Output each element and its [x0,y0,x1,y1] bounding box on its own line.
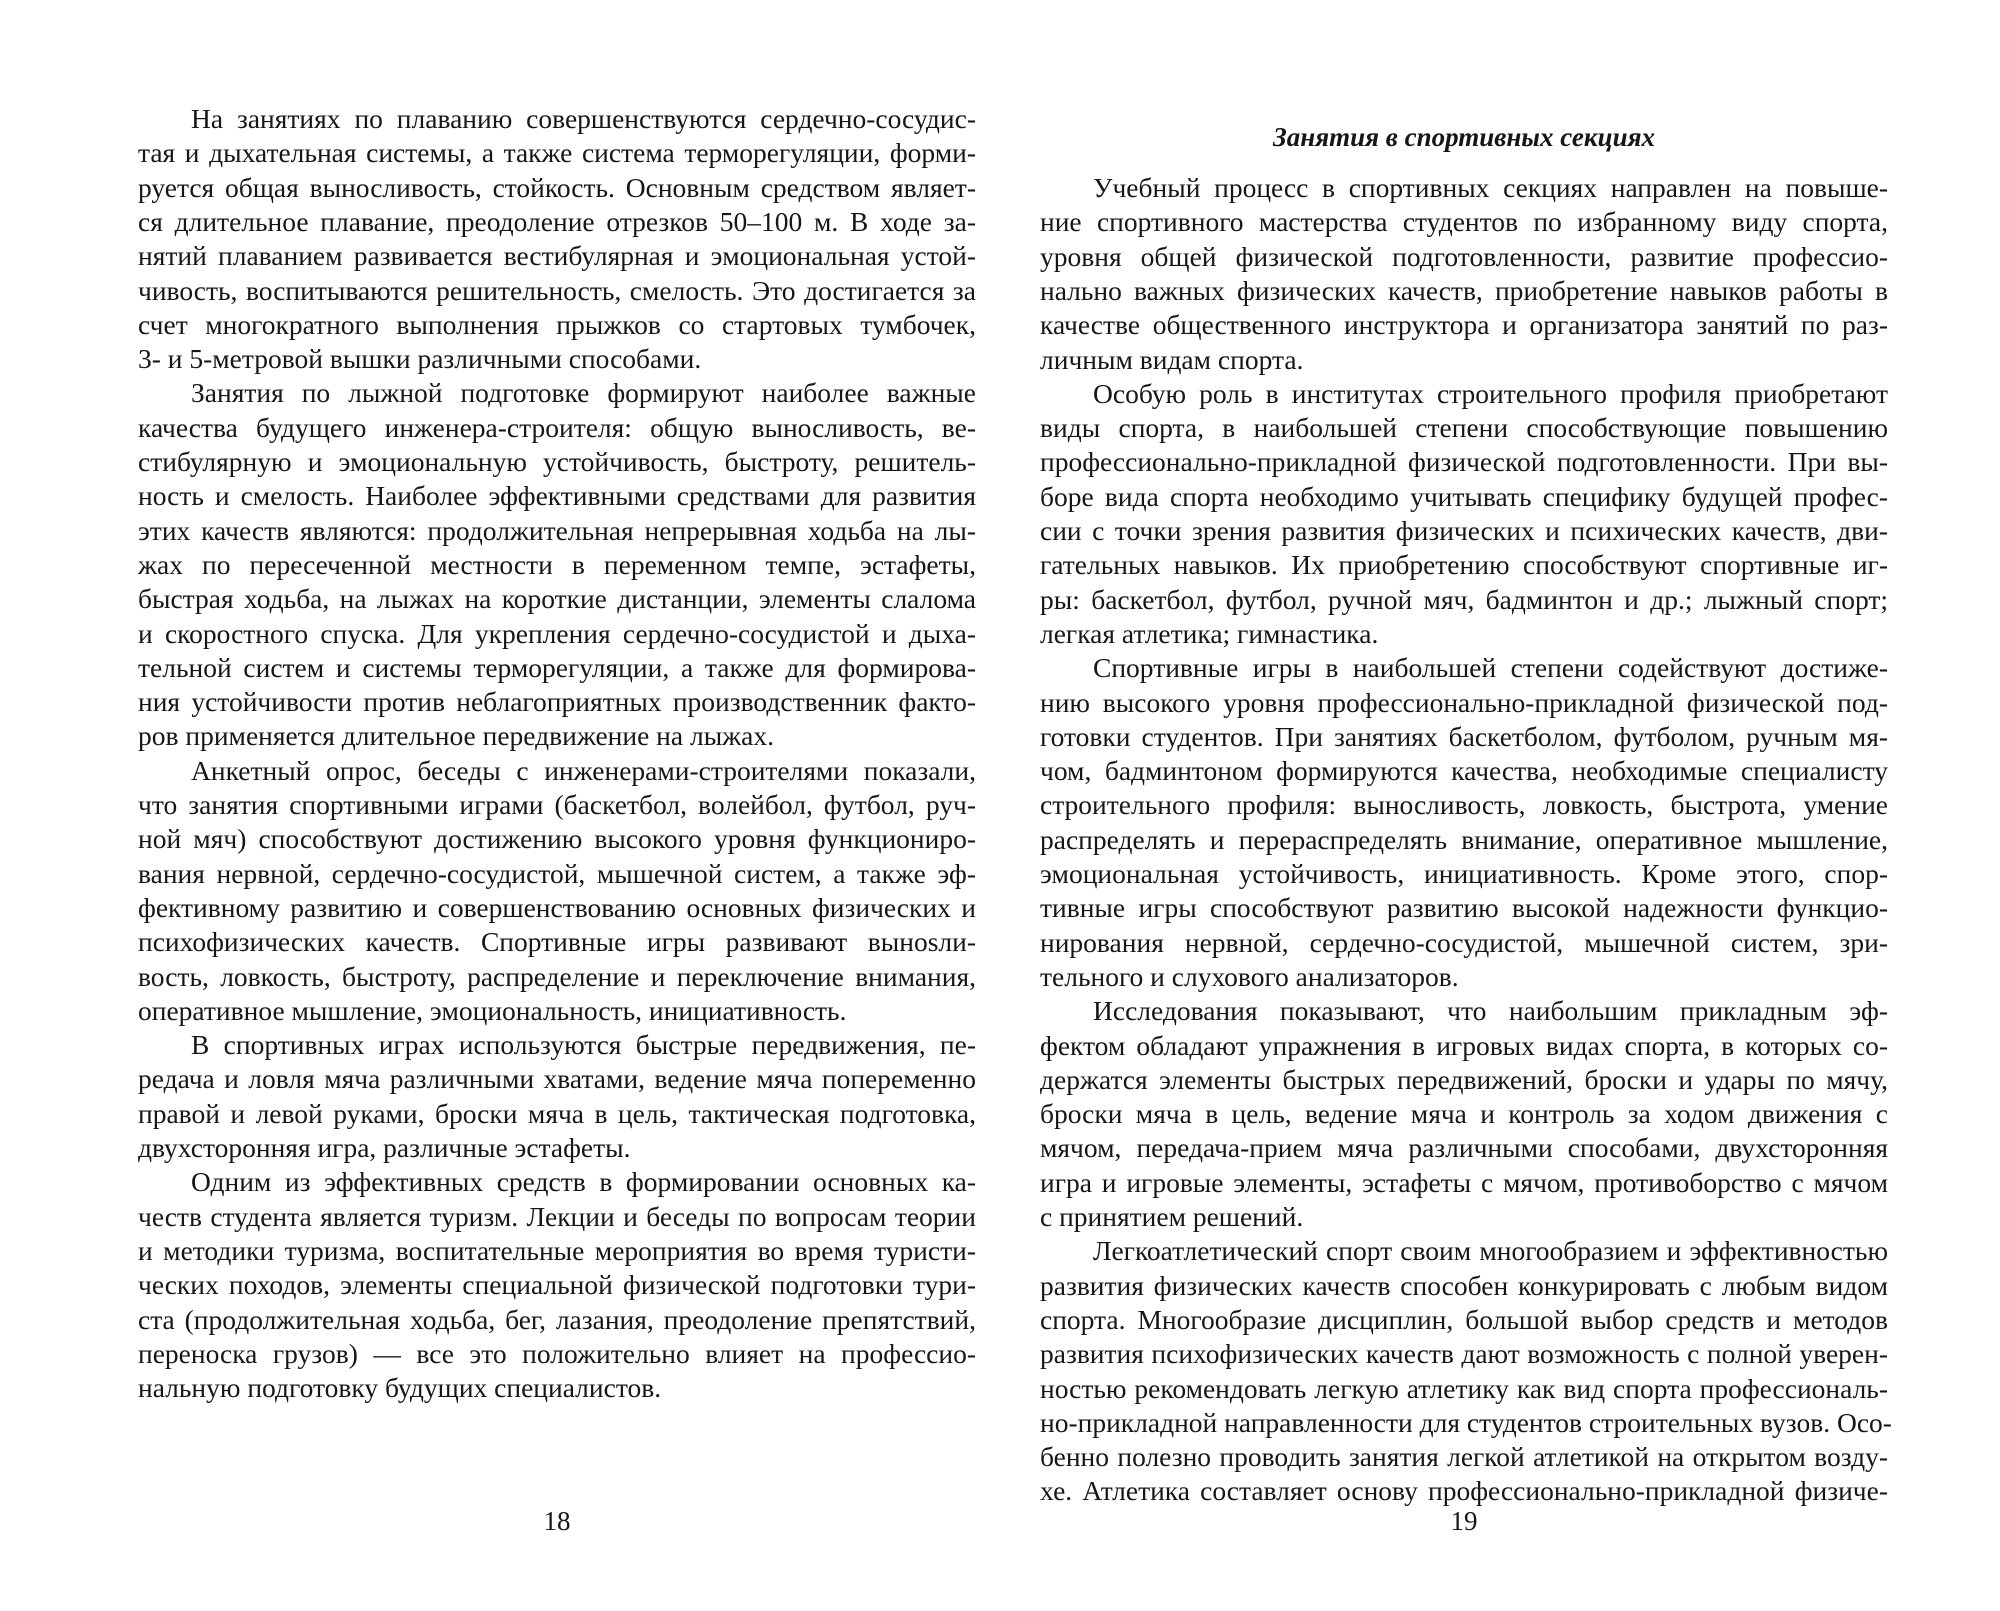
text-line: броски мяча в цель, ведение мяча и контроль за ходом движения с [1040,1098,1888,1130]
text-line: нию высокого уровня профессионально-прикладной физической под- [1040,686,1888,718]
text-line: нирования нервной, сердечно-сосудистой, мышечной систем, зри- [1040,926,1888,958]
text-line: Исследования показывают, что наибольшим прикладным эф- [1093,995,1888,1027]
text-line: ной мяч) способствуют достижению высокого уровня функциониро- [138,823,976,855]
text-line: и методики туризма, воспитательные мероприятия во время туристи- [138,1234,976,1266]
text-line: спорта. Многообразие дисциплин, большой выбор средств и методов [1040,1303,1888,1335]
page-number: 19 [1450,1506,1478,1536]
text-line: Одним из эффективных средств в формировании основных ка- [191,1166,976,1198]
text-line: ры: баскетбол, футбол, ручной мяч, бадминтон и др.; лыжный спорт; [1040,583,1888,615]
text-line: бенно полезно проводить занятия легкой атлетикой на открытом возду- [1040,1441,1888,1473]
text-line: качества будущего инженера-строителя: общую выносливость, ве- [138,411,976,443]
text-line: ние спортивного мастерства студентов по избранному виду спорта, [1040,206,1888,238]
text-line: что занятия спортивными играми (баскетбол, волейбол, футбол, руч- [138,789,976,820]
text-line: профессионально-прикладной физической подготовленности. При вы- [1040,446,1888,478]
text-line: тельного и слухового анализаторов. [1040,960,1459,992]
text-line: развития физических качеств способен конкурировать с любым видом [1040,1269,1888,1301]
text-line: переноска грузов) — все это положительно влияет на профессио- [138,1337,976,1369]
text-line: легкая атлетика; гимнастика. [1040,617,1379,649]
text-line: личным видам спорта. [1040,343,1304,375]
text-line: боре вида спорта необходимо учитывать специфику будущей профес- [1040,480,1888,512]
text-line: фективному развитию и совершенствованию основных физических и [138,891,976,923]
text-line: готовки студентов. При занятиях баскетболом, футболом, ручным мя- [1040,720,1888,752]
text-line: виды спорта, в наибольшей степени способствующие повышению [1040,412,1888,444]
text-line: 3- и 5-метровой вышки различными способами. [138,343,702,375]
text-line: Анкетный опрос, беседы с инженерами-строителями показали, [191,754,976,786]
left-page [138,0,976,1611]
text-line: чом, бадминтоном формируются качества, необходимые специалисту [1040,755,1888,787]
text-line: ся длительное плавание, преодоление отрезков 50–100 м. В ходе за- [138,205,976,237]
text-line: тивные игры способствуют развитию высокой надежности функцио- [1040,892,1888,924]
text-line: нально важных физических качеств, приобретение навыков работы в [1040,274,1888,306]
text-line: быстрая ходьба, на лыжах на короткие дистанции, элементы слалома [138,583,976,615]
text-line: На занятиях по плаванию совершенствуются сердечно-сосудис- [191,103,976,134]
text-line: хе. Атлетика составляет основу профессионально-прикладной физиче- [1040,1475,1888,1507]
text-line: нальную подготовку будущих специалистов. [138,1372,662,1404]
text-line: и скоростного спуска. Для укрепления сердечно-сосудистой и дыха- [138,617,976,649]
text-line: Спортивные игры в наибольшей степени содействуют достиже- [1093,652,1888,684]
text-line: но-прикладной направленности для студентов строительных вузов. Осо- [1040,1406,1892,1438]
text-line: распределять и перераспределять внимание, оперативное мышление, [1040,823,1888,855]
text-line: фектом обладают упражнения в игровых видах спорта, в которых со- [1040,1029,1888,1061]
text-line: ров применяется длительное передвижение на лыжах. [138,720,775,752]
text-line: игра и игровые элементы, эстафеты с мячом, противоборство с мячом [1040,1166,1888,1198]
text-line: нятий плаванием развивается вестибулярная и эмоциональная устой- [138,240,976,272]
text-line: эмоциональная устойчивость, инициативность. Кроме этого, спор- [1040,858,1888,889]
text-line: Легкоатлетический спорт своим многообразием и эффективностью [1093,1235,1888,1267]
text-line: вания нервной, сердечно-сосудистой, мышечной систем, а также эф- [138,857,976,889]
text-line: уровня общей физической подготовленности, развитие профессио- [1040,240,1888,272]
text-line: вость, ловкость, быстроту, распределение и переключение внимания, [138,960,976,992]
text-line: В спортивных играх используются быстрые передвижения, пе- [191,1029,976,1061]
right-page [1040,0,1892,1611]
text-line: Учебный процесс в спортивных секциях направлен на повыше- [1093,172,1888,203]
text-line: руется общая выносливость, стойкость. Основным средством являет- [138,171,976,203]
text-line: правой и левой руками, броски мяча в цель, тактическая подготовка, [138,1097,976,1129]
text-line: Занятия по лыжной подготовке формируют наиболее важные [191,377,976,409]
text-line: психофизических качеств. Спортивные игры развивают вынosли- [138,926,976,958]
text-line: гательных навыков. Их приобретению способствуют спортивные иг- [1040,549,1888,581]
text-line: счет многократного выполнения прыжков со стартовых тумбочек, [138,308,976,340]
text-line: редача и ловля мяча различными хватами, ведение мяча попеременно [138,1063,976,1095]
text-line: мячом, передача-прием мяча различными способами, двухсторонняя [1040,1132,1888,1164]
text-line: этих качеств являются: продолжительная непрерывная ходьба на лы- [138,514,976,546]
text-line: Особую роль в институтах строительного профиля приобретают [1093,377,1888,409]
text-line: оперативное мышление, эмоциональность, инициативность. [138,994,847,1026]
text-line: ностью рекомендовать легкую атлетику как вид спорта профессиональ- [1040,1372,1888,1404]
text-line: двухсторонняя игра, различные эстафеты. [138,1132,631,1163]
text-line: с принятием решений. [1040,1201,1304,1232]
section-heading: Занятия в спортивных секциях [1272,122,1656,152]
text-line: стибулярную и эмоциональную устойчивость, быстроту, решитель- [138,446,976,477]
page-number: 18 [543,1506,571,1536]
text-line: ческих походов, элементы специальной физической подготовки тури- [138,1269,976,1301]
text-line: тая и дыхательная системы, а также система терморегуляции, форми- [138,137,976,169]
text-line: развития психофизических качеств дают возможность с полной уверен- [1040,1338,1888,1370]
text-line: чивость, воспитываются решительность, смелость. Это достигается за [138,274,976,306]
text-line: держатся элементы быстрых передвижений, броски и удары по мячу, [1040,1063,1888,1095]
text-line: сии с точки зрения развития физических и психических качеств, дви- [1040,515,1888,546]
text-line: качестве общественного инструктора и организатора занятий по раз- [1040,309,1888,341]
text-line: ность и смелость. Наиболее эффективными средствами для развития [138,480,976,512]
text-line: ния устойчивости против неблагоприятных производственник факто- [138,686,976,718]
text-line: строительного профиля: выносливость, ловкость, быстрота, умение [1040,789,1888,821]
text-line: честв студента является туризм. Лекции и беседы по вопросам теории [138,1200,976,1232]
text-line: ста (продолжительная ходьба, бег, лазания, преодоление препятствий, [138,1303,976,1335]
text-line: тельной систем и системы терморегуляции, а также для формирова- [138,651,976,683]
text-line: жах по пересеченной местности в переменном темпе, эстафеты, [138,548,976,580]
